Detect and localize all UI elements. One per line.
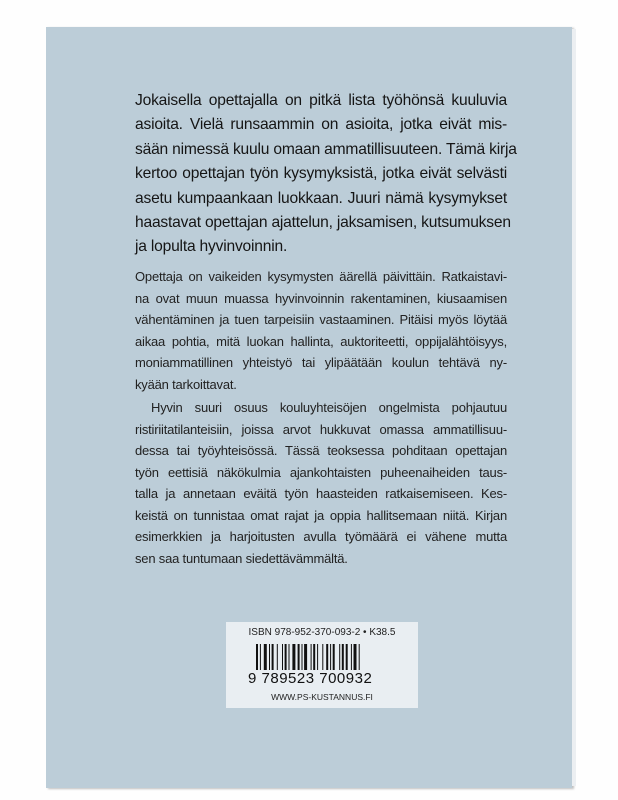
isbn-text: ISBN 978-952-370-093-2 • K38.5 (248, 627, 396, 638)
body-paragraph-1 (135, 266, 507, 395)
body-line: kyään tarkoittavat. (135, 376, 237, 392)
barcode-digits: 9 789523 700932 (248, 670, 373, 687)
intro-paragraph (135, 89, 517, 260)
intro-line: haastavat opettajan ajattelun, jaksamisen, kutsumuksen (135, 214, 511, 232)
body-line: keistä on tunnistaa omat rajat ja oppia hallitsemaan niitä. Kirjan (135, 507, 507, 523)
body-line: sen saa tuntumaan siedettävämmältä. (135, 550, 348, 566)
body-line: ristiriitatilanteisiin, joissa arvot hukkuvat omassa ammatillisuu- (135, 421, 507, 437)
body-line: vähentäminen ja tuen tarpeisiin vastaaminen. Pitäisi myös löytää (135, 312, 507, 327)
intro-line: ja lopulta hyvinvoinnin. (135, 238, 288, 256)
body-line: moniammatillinen yhteistyö tai ylipäätään koulun tehtävä ny- (135, 355, 507, 370)
book-back-cover (46, 27, 572, 788)
barcode-label (226, 622, 418, 708)
publisher-url: WWW.PS-KUSTANNUS.FI (271, 692, 373, 702)
body-line: Hyvin suuri osuus kouluyhteisöjen ongelmista pohjautuu (151, 400, 507, 415)
body-line: dessa tai työyhteisössä. Tässä teoksessa pohditaan opettajan (135, 443, 507, 458)
intro-line: sään nimessä kuulu omaan ammatillisuuteen. Tämä kirja (135, 140, 517, 158)
body-line: aikaa pohtia, mitä luokan hallinta, auktoriteetti, oppijalähtöisyys, (135, 333, 507, 349)
intro-line: asioita. Vielä runsaammin on asioita, jotka eivät mis- (135, 116, 507, 134)
intro-line: Jokaisella opettajalla on pitkä lista työhönsä kuuluvia (135, 92, 507, 109)
body-line: työn eettisiä näkökulmia ajankohtaisten puheenaiheiden taus- (135, 464, 507, 480)
body-line: Opettaja on vaikeiden kysymysten äärellä päivittäin. Ratkaistavi- (135, 269, 507, 284)
body-paragraph-2 (135, 397, 507, 569)
intro-line: asetu kumpaankaan luokkaan. Juuri nämä kysymykset (135, 189, 507, 207)
body-line: na ovat muun muassa hyvinvoinnin rakentaminen, kiusaamisen (135, 290, 507, 306)
intro-line: kertoo opettajan työn kysymyksistä, jotka eivät selvästi (135, 165, 507, 183)
body-line: talla ja annetaan eväitä työn haasteiden ratkaisemiseen. Kes- (135, 486, 507, 501)
body-line: esimerkkien ja harjoitusten avulla työmäärä ei vähene mutta (135, 529, 507, 544)
